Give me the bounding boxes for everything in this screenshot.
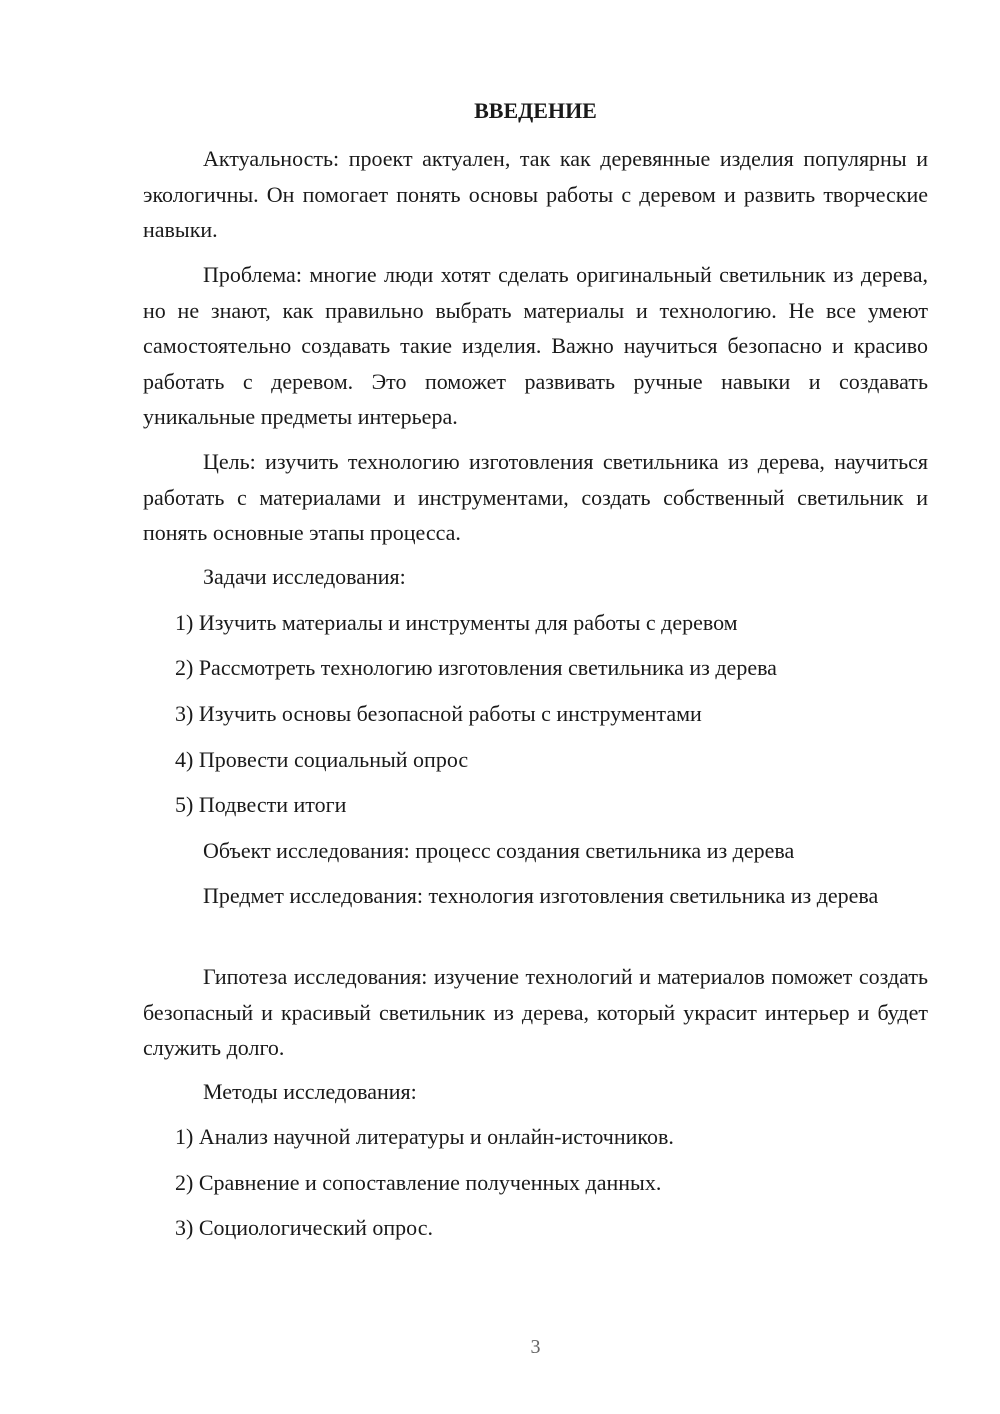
method-item-3: 3) Социологический опрос.: [175, 1215, 433, 1240]
document-page: [143, 0, 928, 1414]
task-item-1: 1) Изучить материалы и инструменты для работы с деревом: [175, 610, 738, 635]
task-item-3: 3) Изучить основы безопасной работы с инструментами: [175, 701, 702, 726]
problem-paragraph: Проблема: многие люди хотят сделать оригинальный светильник из дерева, но не знают, как правильно выбрать материалы и технологию. Не все умеют самостоятельно создавать такие изделия. Важно научиться безопасно и красиво работать с деревом. Это поможет развивать ручные навыки и создавать уникальные предметы интерьера.: [143, 262, 928, 429]
task-item-2: 2) Рассмотреть технологию изготовления светильника из дерева: [175, 655, 777, 680]
methods-heading: Методы исследования:: [203, 1079, 417, 1104]
subject-paragraph: Предмет исследования: технология изготовления светильника из дерева: [203, 883, 879, 908]
tasks-heading: Задачи исследования:: [203, 564, 406, 589]
method-item-2: 2) Сравнение и сопоставление полученных данных.: [175, 1170, 662, 1195]
method-item-1: 1) Анализ научной литературы и онлайн-источников.: [175, 1124, 674, 1149]
hypothesis-paragraph: Гипотеза исследования: изучение технологий и материалов поможет создать безопасный и красивый светильник из дерева, который украсит интерьер и будет служить долго.: [143, 964, 928, 1060]
page-title: ВВЕДЕНИЕ: [474, 98, 597, 123]
task-item-4: 4) Провести социальный опрос: [175, 747, 469, 772]
goal-paragraph: Цель: изучить технологию изготовления светильника из дерева, научиться работать с материалами и инструментами, создать собственный светильник и понять основные этапы процесса.: [143, 449, 928, 545]
task-item-5: 5) Подвести итоги: [175, 792, 347, 817]
object-line: Объект исследования: процесс создания светильника из дерева: [203, 838, 795, 863]
relevance-paragraph: Актуальность: проект актуален, так как деревянные изделия популярны и экологичны. Он помогает понять основы работы с деревом и развить творческие навыки.: [143, 146, 928, 242]
page-number: 3: [530, 1336, 541, 1358]
